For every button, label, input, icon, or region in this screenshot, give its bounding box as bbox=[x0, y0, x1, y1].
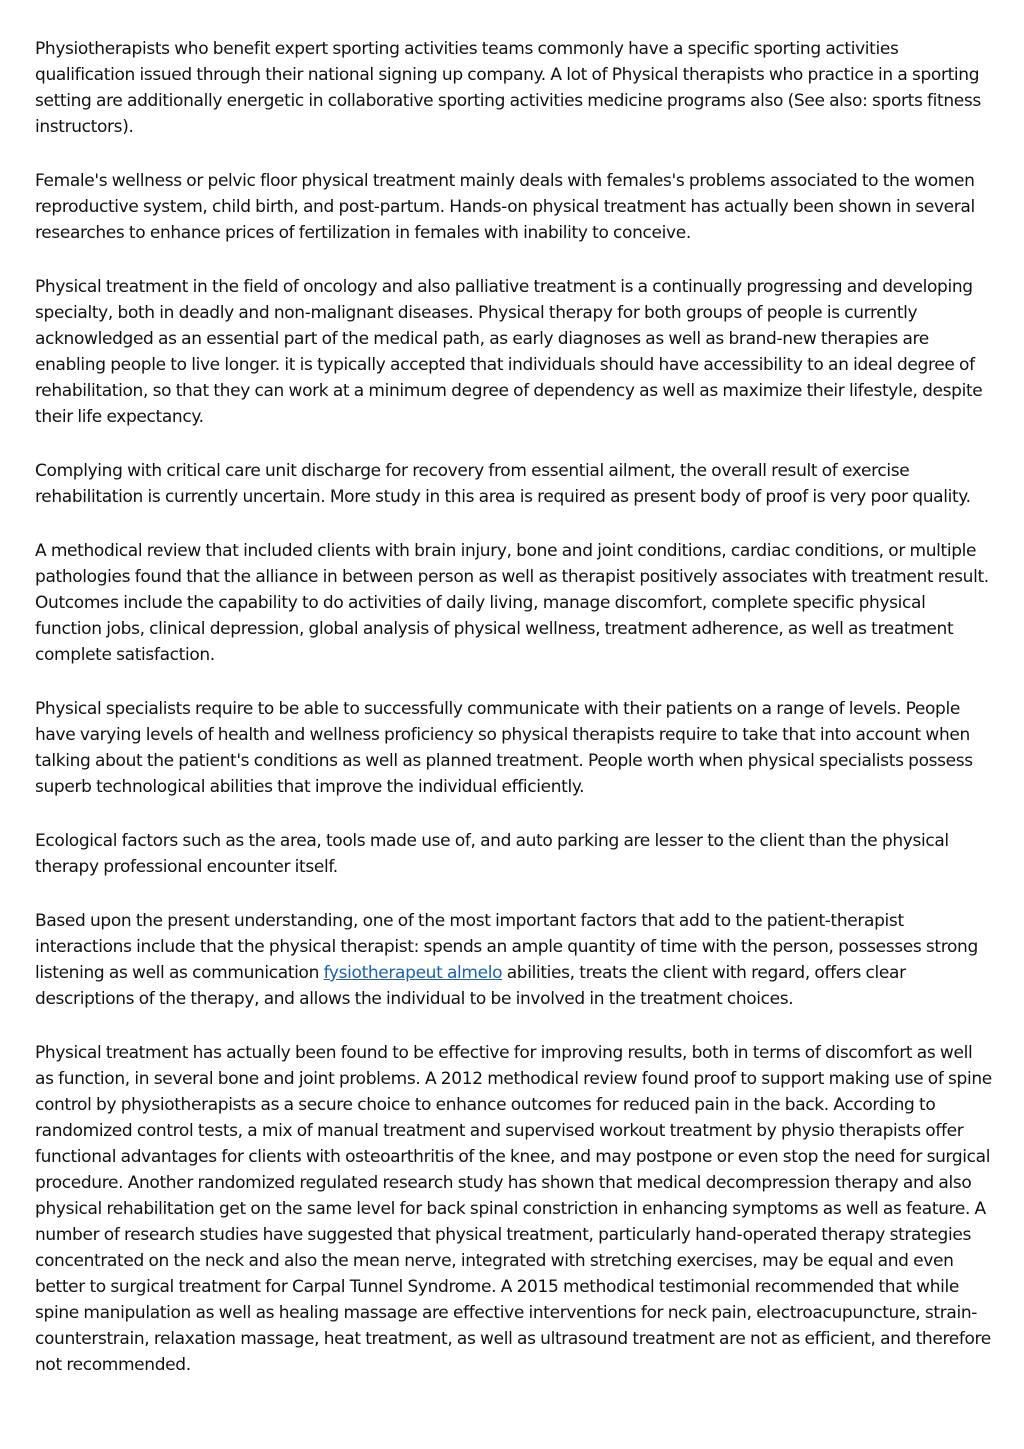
paragraph-methodical-review: A methodical review that included clients with brain injury, bone and joint conditions, cardiac conditions, or multiple pathologies found that the alliance in between person as well as therapist positively associates with treatment result. Outcomes include the capability to do activities of daily living, manage discomfort, complete specific physical function jobs, clinical depression, global analysis of physical wellness, treatment adherence, as well as treatment complete satisfaction. bbox=[35, 541, 989, 665]
article-body bbox=[35, 36, 995, 1406]
paragraph-sports-physiotherapy: Physiotherapists who benefit expert sporting activities teams commonly have a specific sporting activities qualification issued through their national signing up company. A lot of Physical therapists who practice in a sporting setting are additionally energetic in collaborative sporting activities medicine programs also (See also: sports fitness instructors). bbox=[35, 39, 981, 137]
paragraph-communication: Physical specialists require to be able to successfully communicate with their patients on a range of levels. People have varying levels of health and wellness proficiency so physical therapists require to take that into account when talking about the patient's conditions as well as planned treatment. People worth when physical specialists possess superb technological abilities that improve the individual efficiently. bbox=[35, 699, 973, 797]
paragraph-oncology: Physical treatment in the field of oncology and also palliative treatment is a continually progressing and developing specialty, both in deadly and non-malignant diseases. Physical therapy for both groups of people is currently acknowledged as an essential part of the medical path, as early diagnoses as well as brand-new therapies are enabling people to live longer. it is typically accepted that individuals should have accessibility to an ideal degree of rehabilitation, so that they can work at a minimum degree of dependency as well as maximize their lifestyle, despite their life expectancy. bbox=[35, 277, 983, 427]
paragraph-critical-care: Complying with critical care unit discharge for recovery from essential ailment, the overall result of exercise rehabilitation is currently uncertain. More study in this area is required as present body of proof is very poor quality. bbox=[35, 461, 971, 507]
paragraph-effectiveness: Physical treatment has actually been found to be effective for improving results, both in terms of discomfort as well as function, in several bone and joint problems. A 2012 methodical review found proof to support making use of spine control by physiotherapists as a secure choice to enhance outcomes for reduced pain in the back. According to randomized control tests, a mix of manual treatment and supervised workout treatment by physio therapists offer functional advantages for clients with osteoarthritis of the knee, and may postpone or even stop the need for surgical procedure. Another randomized regulated research study has shown that medical decompression therapy and also physical rehabilitation get on the same level for back spinal constriction in enhancing symptoms as well as feature. A number of research studies have suggested that physical treatment, particularly hand-operated therapy strategies concentrated on the neck and also the mean nerve, integrated with stretching exercises, may be equal and even better to surgical treatment for Carpal Tunnel Syndrome. A 2015 methodical testimonial recommended that while spine manipulation as well as healing massage are effective interventions for neck pain, electroacupuncture, strain-counterstrain, relaxation massage, heat treatment, as well as ultrasound treatment are not as efficient, and therefore not recommended. bbox=[35, 1043, 992, 1375]
paragraph-patient-therapist bbox=[35, 908, 995, 1012]
fysiotherapeut-almelo-link[interactable]: fysiotherapeut almelo bbox=[323, 963, 503, 983]
paragraph-text-before-link: Based upon the present understanding, one of the most important factors that add to the patient-therapist interactions include that the physical therapist: spends an ample quantity of time with the person, possesses strong listening as well as communication bbox=[35, 911, 978, 983]
paragraph-text-after-link: abilities, treats the client with regard, offers clear descriptions of the therapy, and allows the individual to be involved in the treatment choices. bbox=[35, 963, 906, 1009]
paragraph-ecological-factors: Ecological factors such as the area, tools made use of, and auto parking are lesser to the client than the physical therapy professional encounter itself. bbox=[35, 831, 949, 877]
paragraph-pelvic-floor: Female's wellness or pelvic floor physical treatment mainly deals with females's problems associated to the women reproductive system, child birth, and post-partum. Hands-on physical treatment has actually been shown in several researches to enhance prices of fertilization in females with inability to conceive. bbox=[35, 171, 975, 243]
